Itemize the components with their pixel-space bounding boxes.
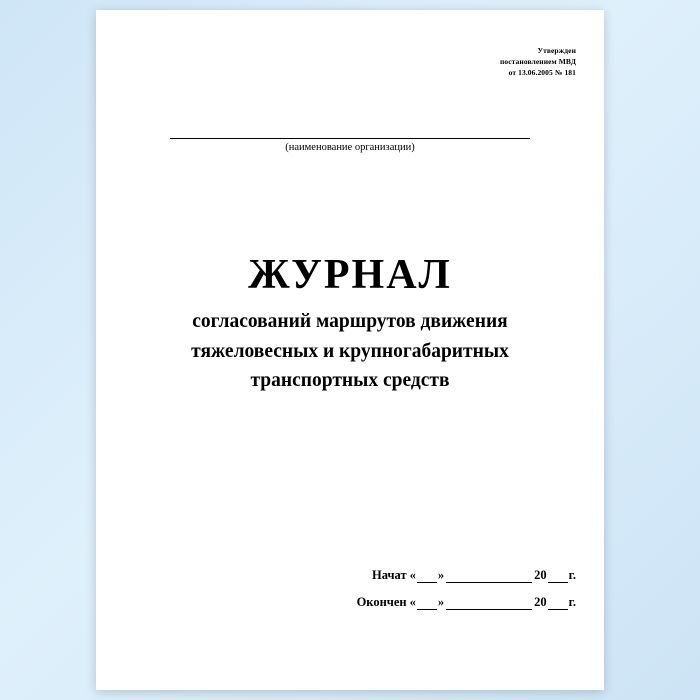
approval-stamp — [396, 46, 576, 79]
started-label: Начат — [372, 568, 407, 582]
started-year-suffix: г. — [568, 568, 576, 582]
subtitle-line-1: согласований маршрутов движения — [192, 311, 508, 333]
started-quote-close: » — [437, 568, 445, 582]
started-row — [357, 568, 576, 583]
approval-line-2: постановлением МВД — [499, 56, 576, 66]
organization-caption: (наименование организации) — [285, 142, 415, 153]
started-quote-open: « — [409, 568, 416, 582]
finished-day-blank — [417, 598, 437, 610]
finished-year-suffix: г. — [568, 595, 576, 609]
started-year-prefix: 20 — [534, 568, 547, 582]
approval-line-1: Утвержден — [537, 46, 576, 55]
subtitle-line-2: тяжеловесных и крупногабаритных — [191, 340, 509, 362]
started-day-blank — [417, 571, 437, 583]
finished-year-blank — [548, 598, 568, 610]
page-title: ЖУРНАЛ — [248, 252, 452, 298]
title-block — [96, 253, 604, 396]
page-subtitle — [96, 307, 604, 396]
date-fields — [357, 568, 576, 622]
started-month-blank — [446, 571, 532, 583]
approval-line-3: от 13.06.2005 № 181 — [508, 67, 576, 77]
document-page — [96, 10, 604, 690]
organization-blank-line — [170, 128, 530, 139]
finished-quote-open: « — [409, 595, 416, 609]
subtitle-line-3: транспортных средств — [250, 370, 450, 392]
finished-year-prefix: 20 — [534, 595, 547, 609]
finished-label: Окончен — [356, 595, 407, 609]
started-year-blank — [548, 571, 568, 583]
finished-month-blank — [446, 598, 532, 610]
organization-field — [96, 128, 604, 153]
finished-row — [357, 595, 576, 610]
finished-quote-close: » — [437, 595, 445, 609]
